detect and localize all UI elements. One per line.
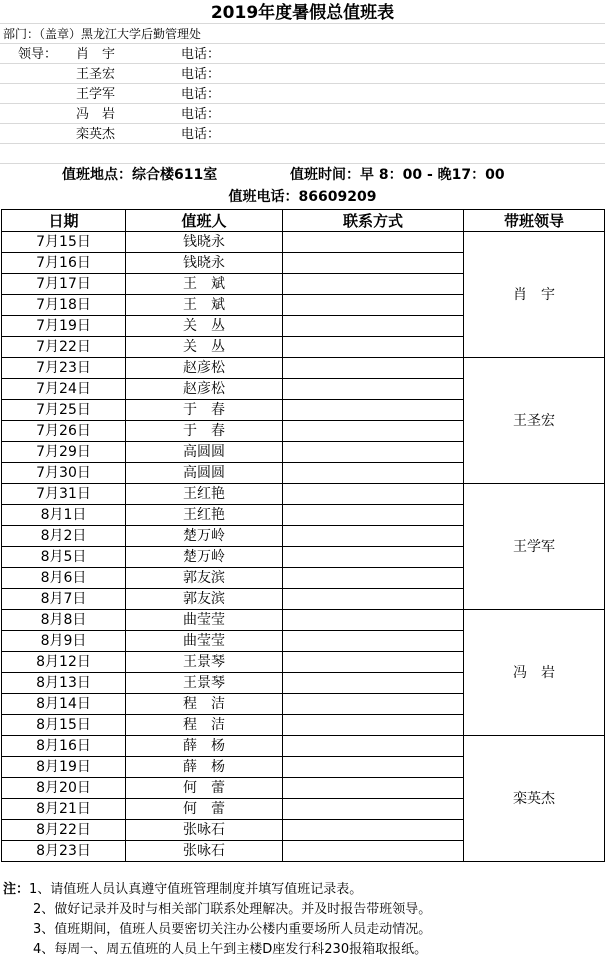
staff-cell: 王红艳 [126,505,283,526]
staff-cell: 王 斌 [126,274,283,295]
staff-cell: 薛 杨 [126,757,283,778]
note-text: 4、每周一、周五值班的人员上午到主楼D座发行科230报箱取报纸。 [33,942,428,957]
table-row [2,484,605,505]
staff-cell: 张咏石 [126,820,283,841]
leader-cell: 冯 岩 [464,610,605,736]
contact-cell [283,463,464,484]
date-cell: 7月16日 [2,253,126,274]
contact-cell [283,673,464,694]
duty-time: 值班时间：早 8：00 - 晚17：00 [290,167,505,183]
staff-cell: 王景琴 [126,652,283,673]
note-line [3,940,431,960]
date-cell: 8月19日 [2,757,126,778]
contact-cell [283,589,464,610]
phone-label: 电话： [181,67,221,82]
staff-cell: 曲莹莹 [126,631,283,652]
phone-label: 电话： [181,127,221,142]
date-cell: 8月23日 [2,841,126,862]
contact-cell [283,799,464,820]
staff-cell: 于 春 [126,421,283,442]
staff-cell: 曲莹莹 [126,610,283,631]
leader-cell: 肖 宇 [464,232,605,358]
date-cell: 7月19日 [2,316,126,337]
contact-cell [283,316,464,337]
date-cell: 8月2日 [2,526,126,547]
contact-cell [283,295,464,316]
staff-cell: 程 洁 [126,694,283,715]
contact-cell [283,526,464,547]
date-cell: 7月18日 [2,295,126,316]
leader-name: 王学军 [76,87,116,102]
date-cell: 7月29日 [2,442,126,463]
date-cell: 8月9日 [2,631,126,652]
note-line [3,920,431,940]
page-title: 2019年度暑假总值班表 [210,3,395,23]
date-cell: 8月7日 [2,589,126,610]
note-line [3,880,431,900]
leader-cell: 王学军 [464,484,605,610]
date-cell: 7月24日 [2,379,126,400]
contact-cell [283,484,464,505]
date-cell: 8月21日 [2,799,126,820]
notes [3,880,431,960]
contact-cell [283,820,464,841]
date-cell: 8月14日 [2,694,126,715]
contact-cell [283,274,464,295]
duty-location: 值班地点：综合楼611室 [62,167,218,183]
header-contact: 联系方式 [283,210,464,232]
table-row [2,736,605,757]
phone-label: 电话： [181,107,221,122]
note-text: 1、请值班人员认真遵守值班管理制度并填写值班记录表。 [29,882,363,897]
contact-cell [283,337,464,358]
contact-cell [283,232,464,253]
contact-cell [283,568,464,589]
contact-cell [283,547,464,568]
date-cell: 8月12日 [2,652,126,673]
staff-cell: 郭友滨 [126,589,283,610]
date-cell: 8月20日 [2,778,126,799]
leader-name: 王圣宏 [76,67,116,82]
date-cell: 7月30日 [2,463,126,484]
date-cell: 7月31日 [2,484,126,505]
phone-label: 电话： [181,87,221,102]
contact-cell [283,652,464,673]
staff-cell: 高圆圆 [126,463,283,484]
contact-cell [283,841,464,862]
staff-cell: 张咏石 [126,841,283,862]
date-cell: 8月16日 [2,736,126,757]
contact-cell [283,400,464,421]
note-text: 3、值班期间，值班人员要密切关注办公楼内重要场所人员走动情况。 [33,922,432,937]
staff-cell: 王红艳 [126,484,283,505]
phone-label: 电话： [181,47,221,62]
contact-cell [283,631,464,652]
staff-cell: 于 春 [126,400,283,421]
header-leader: 带班领导 [464,210,605,232]
header-staff: 值班人 [126,210,283,232]
staff-cell: 楚万岭 [126,526,283,547]
table-row [2,610,605,631]
leaders-label: 领导： [18,47,58,62]
leader-cell: 栾英杰 [464,736,605,862]
date-cell: 8月15日 [2,715,126,736]
note-text: 2、做好记录并及时与相关部门联系处理解决。并及时报告带班领导。 [33,902,432,917]
contact-cell [283,442,464,463]
contact-cell [283,505,464,526]
duty-table-body [2,232,605,862]
staff-cell: 关 丛 [126,316,283,337]
staff-cell: 赵彦松 [126,379,283,400]
staff-cell: 何 蕾 [126,799,283,820]
date-cell: 7月25日 [2,400,126,421]
contact-cell [283,778,464,799]
contact-cell [283,358,464,379]
contact-cell [283,610,464,631]
leader-name: 栾英杰 [76,127,116,142]
contact-cell [283,253,464,274]
note-line [3,900,431,920]
contact-cell [283,736,464,757]
date-cell: 7月23日 [2,358,126,379]
date-cell: 8月22日 [2,820,126,841]
date-cell: 7月15日 [2,232,126,253]
date-cell: 8月6日 [2,568,126,589]
contact-cell [283,715,464,736]
staff-cell: 楚万岭 [126,547,283,568]
contact-cell [283,379,464,400]
staff-cell: 关 丛 [126,337,283,358]
date-cell: 8月1日 [2,505,126,526]
header-date: 日期 [2,210,126,232]
staff-cell: 何 蕾 [126,778,283,799]
staff-cell: 郭友滨 [126,568,283,589]
staff-cell: 高圆圆 [126,442,283,463]
staff-cell: 薛 杨 [126,736,283,757]
staff-cell: 程 洁 [126,715,283,736]
leader-name: 肖 宇 [76,47,116,62]
date-cell: 7月22日 [2,337,126,358]
leader-cell: 王圣宏 [464,358,605,484]
duty-phone: 值班电话：86609209 [228,189,377,205]
notes-prefix: 注： [3,882,30,897]
table-header-row [2,210,605,232]
date-cell: 8月13日 [2,673,126,694]
staff-cell: 王 斌 [126,295,283,316]
date-cell: 7月17日 [2,274,126,295]
date-cell: 7月26日 [2,421,126,442]
grid-line [0,144,605,164]
staff-cell: 王景琴 [126,673,283,694]
date-cell: 8月5日 [2,547,126,568]
contact-cell [283,694,464,715]
staff-cell: 赵彦松 [126,358,283,379]
department-label: 部门：（盖章）黑龙江大学后勤管理处 [3,27,202,41]
leader-name: 冯 岩 [76,107,116,122]
duty-table [1,209,605,862]
staff-cell: 钱晓永 [126,232,283,253]
contact-cell [283,757,464,778]
contact-cell [283,421,464,442]
date-cell: 8月8日 [2,610,126,631]
table-row [2,232,605,253]
staff-cell: 钱晓永 [126,253,283,274]
table-row [2,358,605,379]
